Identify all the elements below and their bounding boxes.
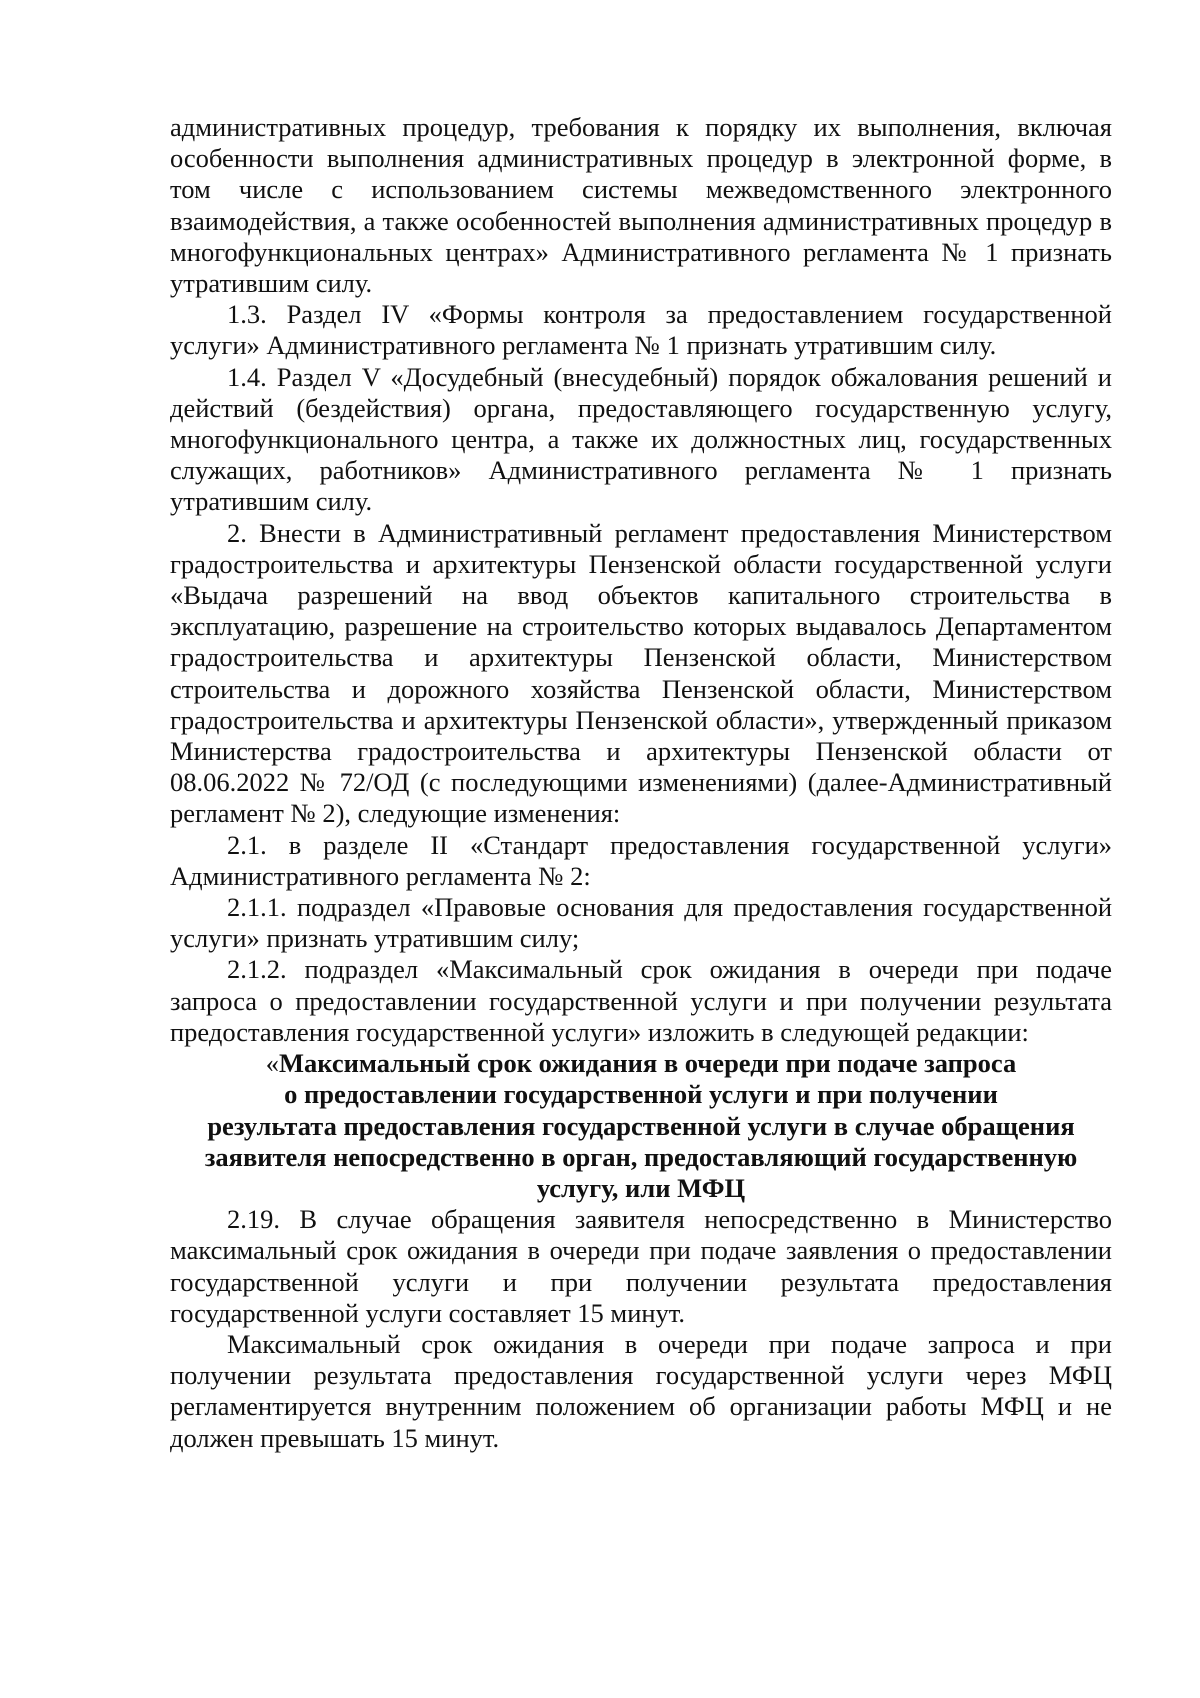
heading-line-4: заявителя непосредственно в орган, предоставляющий государственную — [204, 1141, 1078, 1172]
paragraph-2-1-1: 2.1.1. подраздел «Правовые основания для предоставления государственной услуги» признать утратившим силу; — [170, 892, 1112, 954]
paragraph-admin-procedures: административных процедур, требования к порядку их выполнения, включая особенности выполнения административных процедур в электронной форме, в том числе с использованием системы межведомственного электронного взаимодействия, а также особенностей выполнения административных процедур в многофункциональных центрах» Административного регламента № 1 признать утратившим силу. — [170, 112, 1112, 299]
section-heading — [170, 1048, 1112, 1204]
paragraph-1-3: 1.3. Раздел IV «Формы контроля за предоставлением государственной услуги» Административного регламента № 1 признать утратившим силу. — [170, 299, 1112, 361]
document-page — [170, 112, 1112, 1454]
paragraph-2-19: 2.19. В случае обращения заявителя непосредственно в Министерство максимальный срок ожидания в очереди при подаче заявления о предоставлении государственной услуги и при получении результата предоставления государственной услуги составляет 15 минут. — [170, 1204, 1112, 1328]
heading-line-1-text: Максимальный срок ожидания в очереди при подаче запроса — [279, 1048, 1017, 1079]
paragraph-2: 2. Внести в Административный регламент предоставления Министерством градостроительства и архитектуры Пензенской области государственной услуги «Выдача разрешений на ввод объектов капитального строительства в эксплуатацию, разрешение на строительство которых выдавалось Департаментом градостроительства и архитектуры Пензенской области, Министерством строительства и дорожного хозяйства Пензенской области, Министерством градостроительства и архитектуры Пензенской области», утвержденный приказом Министерства градостроительства и архитектуры Пензенской области от 08.06.2022 № 72/ОД (с последующими изменениями) (далее-Административный регламент № 2), следующие изменения: — [170, 517, 1112, 829]
paragraph-2-1-2: 2.1.2. подраздел «Максимальный срок ожидания в очереди при подаче запроса о предоставлении государственной услуги и при получении результата предоставления государственной услуги» изложить в следующей редакции: — [170, 954, 1112, 1047]
paragraph-1-4: 1.4. Раздел V «Досудебный (внесудебный) порядок обжалования решений и действий (бездействия) органа, предоставляющего государственную услугу, многофункционального центра, а также их должностных лиц, государственных служащих, работников» Административного регламента № 1 признать утратившим силу. — [170, 361, 1112, 517]
paragraph-mfc-wait: Максимальный срок ожидания в очереди при подаче запроса и при получении результата предоставления государственной услуги через МФЦ регламентируется внутренним положением об организации работы МФЦ и не должен превышать 15 минут. — [170, 1328, 1112, 1453]
heading-line-3: результата предоставления государственной услуги в случае обращения — [207, 1110, 1075, 1141]
heading-line-5: услугу, или МФЦ — [536, 1172, 746, 1203]
heading-line-2: о предоставлении государственной услуги и при получении — [284, 1079, 998, 1110]
heading-line-1 — [170, 1048, 1112, 1079]
heading-open-quote: « — [265, 1048, 279, 1079]
paragraph-2-1: 2.1. в разделе II «Стандарт предоставления государственной услуги» Административного регламента № 2: — [170, 829, 1112, 891]
